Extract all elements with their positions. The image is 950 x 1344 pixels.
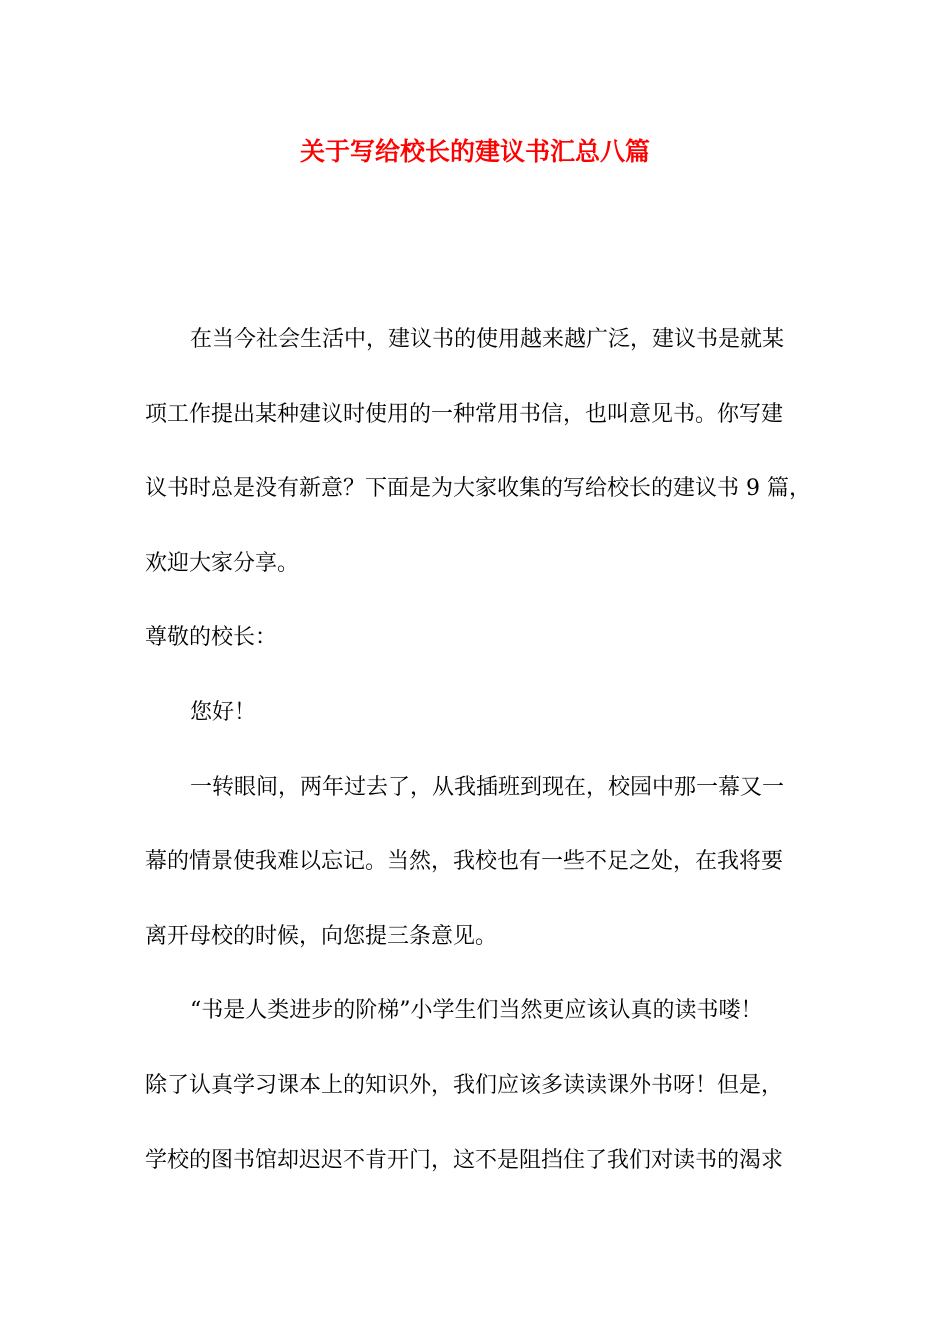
paragraph-line: 离开母校的时候，向您提三条意见。 <box>145 923 498 949</box>
document-body <box>145 320 825 1215</box>
paragraph-line: 在当今社会生活中，建议书的使用越来越广泛，建议书是就某 <box>190 327 785 352</box>
paragraph-line: 除了认真学习课本上的知识外，我们应该多读读课外书呀！但是， <box>145 1072 784 1098</box>
paragraph-line: 欢迎大家分享。 <box>145 550 300 576</box>
paragraph-line: 项工作提出某种建议时使用的一种常用书信，也叫意见书。你写建 <box>145 401 784 427</box>
paragraph-line: 幕的情景使我难以忘记。当然，我校也有一些不足之处，在我将要 <box>145 849 784 875</box>
paragraph-line: 议书时总是没有新意？下面是为大家收集的写给校长的建议书 9 篇， <box>145 476 811 502</box>
paragraph-line: 学校的图书馆却迟迟不肯开门，这不是阻挡住了我们对读书的渴求 <box>145 1147 784 1173</box>
paragraph-line: 一转眼间，两年过去了，从我插班到现在，校园中那一幕又一 <box>190 774 785 800</box>
greeting-line: 您好！ <box>190 699 257 725</box>
salutation-line: 尊敬的校长： <box>145 625 278 651</box>
document-title: 关于写给校长的建议书汇总八篇 <box>299 137 650 166</box>
paragraph-line: “书是人类进步的阶梯”小学生们当然更应该认真的读书喽！ <box>190 998 763 1024</box>
